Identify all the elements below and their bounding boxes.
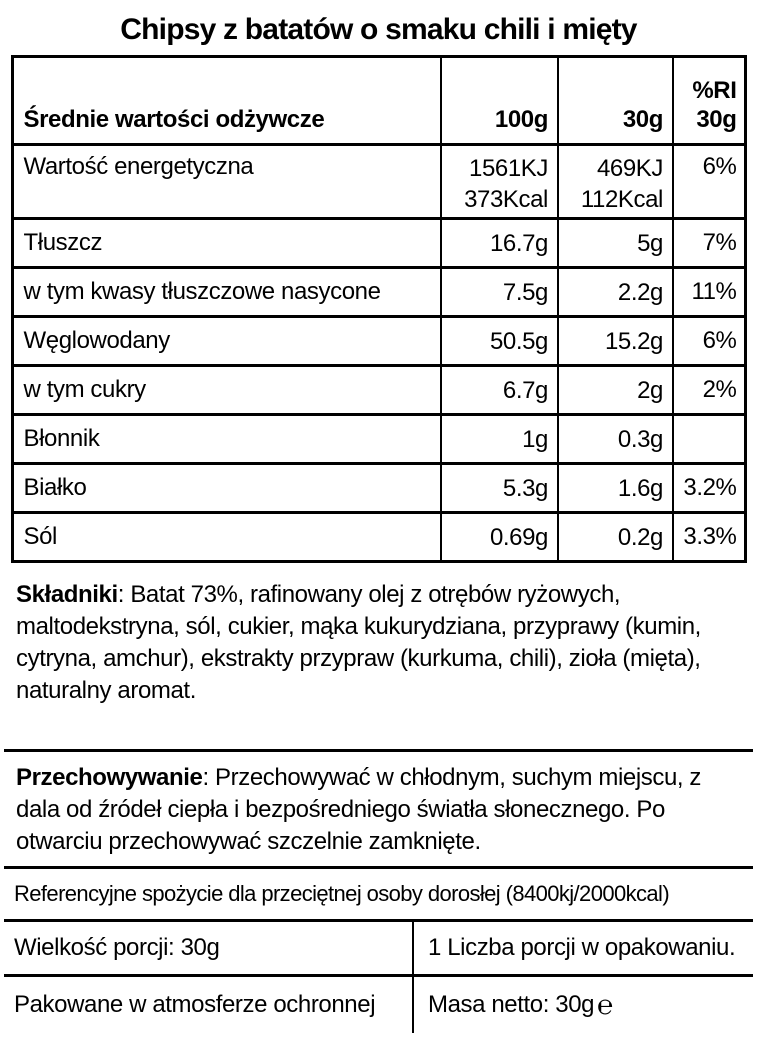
nutrition-row-energy	[12, 145, 745, 219]
nutrition-row-fat	[12, 219, 745, 268]
value-100g: 0.69g	[441, 513, 558, 562]
nutrition-row-fibre	[12, 415, 745, 464]
ingredients-heading: Składniki	[16, 581, 118, 608]
nutrient-label: Węglowodany	[12, 317, 441, 366]
reference-intake-row	[4, 869, 753, 919]
value-line: 112Kcal	[580, 186, 663, 213]
storage-section	[16, 762, 741, 858]
section-divider	[4, 749, 753, 752]
nutrient-label: w tym kwasy tłuszczowe nasycone	[12, 268, 441, 317]
value-line: 373Kcal	[464, 186, 548, 213]
packaging-info-row	[4, 977, 753, 1033]
value-ri	[673, 415, 745, 464]
ingredients-section	[16, 579, 741, 707]
value-line: 1561KJ	[469, 155, 548, 182]
value-100g: 50.5g	[441, 317, 558, 366]
value-ri: 11%	[673, 268, 745, 317]
value-30g	[558, 145, 673, 219]
value-30g: 5g	[558, 219, 673, 268]
value-100g: 16.7g	[441, 219, 558, 268]
net-weight-text: Masa netto: 30g	[428, 991, 595, 1018]
value-ri: 7%	[673, 219, 745, 268]
value-ri: 6%	[673, 317, 745, 366]
packaging-cell: Pakowane w atmosferze ochronnej	[14, 991, 376, 1018]
storage-heading: Przechowywanie	[16, 764, 203, 791]
value-30g: 1.6g	[558, 464, 673, 513]
value-100g	[441, 145, 558, 219]
header-ri-30g	[673, 57, 745, 145]
header-nutrients: Średnie wartości odżywcze	[12, 57, 441, 145]
nutrition-table	[11, 55, 747, 563]
nutrition-row-saturates	[12, 268, 745, 317]
net-weight-cell	[412, 977, 753, 1033]
value-30g: 2.2g	[558, 268, 673, 317]
value-30g: 15.2g	[558, 317, 673, 366]
nutrition-row-carbs	[12, 317, 745, 366]
nutrition-row-salt	[12, 513, 745, 562]
value-30g: 0.2g	[558, 513, 673, 562]
product-title: Chipsy z batatów o smaku chili i mięty	[120, 13, 637, 46]
value-ri: 6%	[673, 145, 745, 219]
value-100g: 1g	[441, 415, 558, 464]
servings-per-pack-cell: 1 Liczba porcji w opakowaniu.	[412, 922, 753, 974]
value-ri: 3.2%	[673, 464, 745, 513]
value-ri: 2%	[673, 366, 745, 415]
nutrient-label: w tym cukry	[12, 366, 441, 415]
value-line: 469KJ	[596, 155, 663, 182]
value-100g: 7.5g	[441, 268, 558, 317]
nutrient-label: Błonnik	[12, 415, 441, 464]
serving-info-row	[4, 922, 753, 974]
ingredients-text: : Batat 73%, rafinowany olej z otrębów ryżowych, maltodekstryna, sól, cukier, mąka kukurydziana, przyprawy (kumin, cytryna, amchur), ekstrakty przypraw (kurkuma, chili), zioła (mięta), naturalny aromat.	[16, 581, 701, 704]
value-30g: 0.3g	[558, 415, 673, 464]
header-per-100g: 100g	[441, 57, 558, 145]
value-30g: 2g	[558, 366, 673, 415]
estimated-sign: ℮	[597, 989, 614, 1020]
nutrient-label: Sól	[12, 513, 441, 562]
nutrient-label: Białko	[12, 464, 441, 513]
nutrition-header-row	[12, 57, 745, 145]
nutrition-row-protein	[12, 464, 745, 513]
value-ri: 3.3%	[673, 513, 745, 562]
header-ri-line2: 30g	[696, 106, 737, 133]
reference-intake-text: Referencyjne spożycie dla przeciętnej osoby dorosłej (8400kj/2000kcal)	[14, 881, 670, 906]
header-ri-line1: %RI	[692, 77, 737, 104]
serving-size-cell: Wielkość porcji: 30g	[14, 934, 220, 961]
value-100g: 6.7g	[441, 366, 558, 415]
nutrient-label: Wartość energetyczna	[12, 145, 441, 219]
nutrition-row-sugars	[12, 366, 745, 415]
storage-text: : Przechowywać w chłodnym, suchym miejscu, z dala od źródeł ciepła i bezpośredniego światła słonecznego. Po otwarciu przechowywać szczelnie zamknięte.	[16, 764, 702, 855]
nutrient-label: Tłuszcz	[12, 219, 441, 268]
value-100g: 5.3g	[441, 464, 558, 513]
header-per-30g: 30g	[558, 57, 673, 145]
